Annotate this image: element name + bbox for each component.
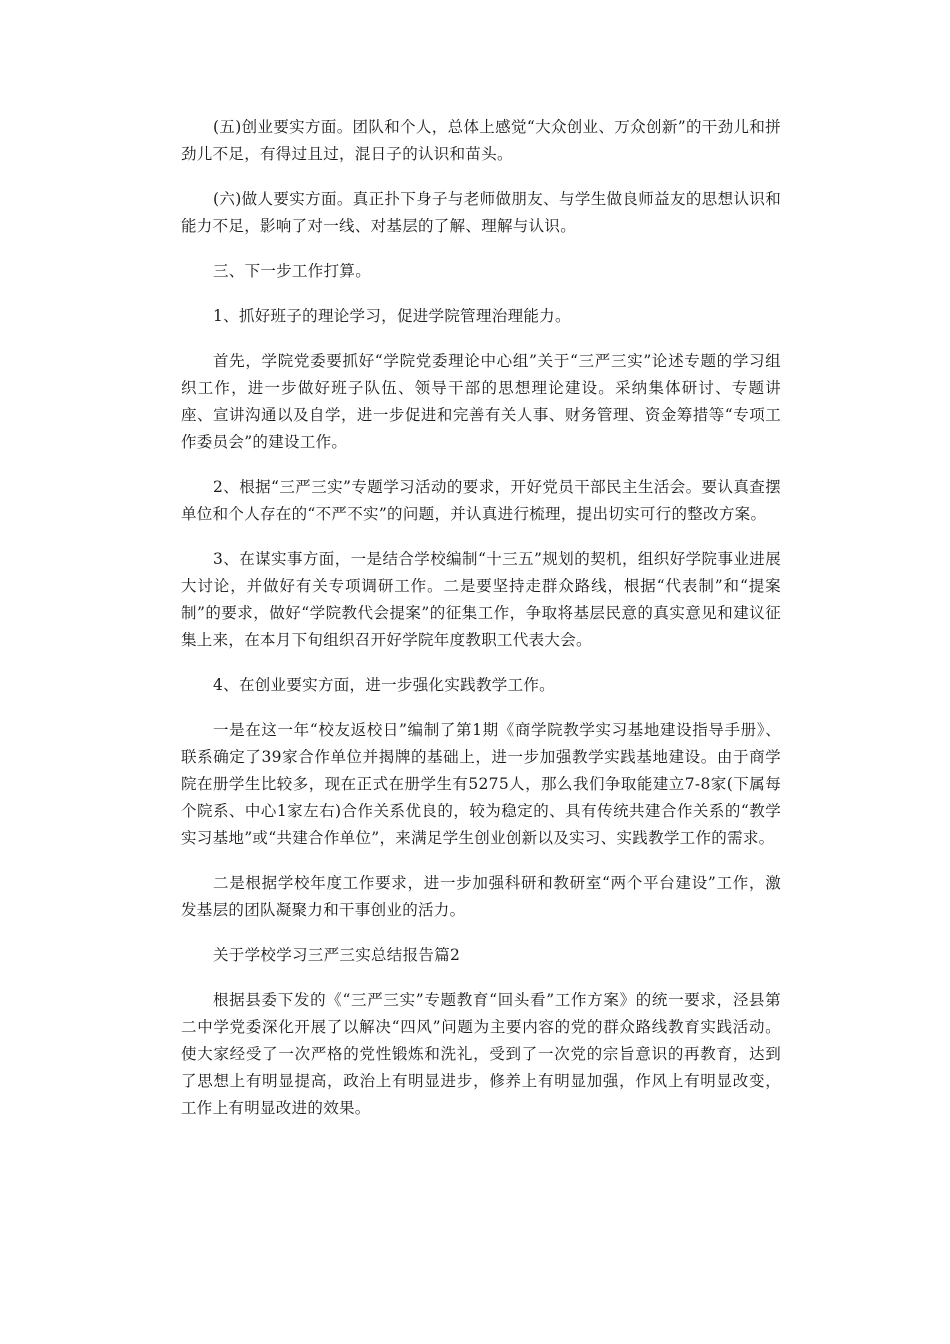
paragraph-item-4: 4、在创业要实方面，进一步强化实践教学工作。	[213, 676, 555, 694]
paragraph-startup-practical: (五)创业要实方面。团队和个人，总体上感觉“大众创业、万众创新”的干劲儿和拼劲儿不足，有得过且过，混日子的认识和苗头。	[181, 118, 781, 163]
paragraph-item-3: 3、在谋实事方面，一是结合学校编制“十三五”规划的契机，组织好学院事业进展大讨论，并做好有关专项调研工作。二是要坚持走群众路线，根据“代表制”和“提案制”的要求，做好“学院教代会提案”的征集工作，争取将基层民意的真实意见和建议征集上来，在本月下旬组织召开好学院年度教职工代表大会。	[181, 550, 781, 649]
section-heading-next-steps: 三、下一步工作打算。	[213, 262, 372, 280]
paragraph-conduct-practical: (六)做人要实方面。真正扑下身子与老师做朋友、与学生做良师益友的思想认识和能力不足，影响了对一线、对基层的了解、理解与认识。	[181, 190, 781, 235]
paragraph-practice-base: 一是在这一年“校友返校日”编制了第1期《商学院教学实习基地建设指导手册》、联系确定了39家合作单位并揭牌的基础上，进一步加强教学实践基地建设。由于商学院在册学生比较多，现在正式在册学生有5275人，那么我们争取能建立7-8家(下属每个院系、中心1家左右)合作关系优良的，较为稳定的、具有传统共建合作关系的“教学实习基地”或“共建合作单位”，来满足学生创业创新以及实习、实践教学工作的需求。	[181, 721, 781, 847]
paragraph-item-2: 2、根据“三严三实”专题学习活动的要求，开好党员干部民主生活会。要认真查摆单位和个人存在的“不严不实”的问题，并认真进行梳理，提出切实可行的整改方案。	[181, 478, 781, 523]
paragraph-county-requirements: 根据县委下发的《“三严三实”专题教育“回头看”工作方案》的统一要求，泾县第二中学党委深化开展了以解决“四风”问题为主要内容的党的群众路线教育实践活动。使大家经受了一次严格的党性锻炼和洗礼，受到了一次党的宗旨意识的再教育，达到了思想上有明显提高，政治上有明显进步，修养上有明显加强，作风上有明显改变，工作上有明显改进的效果。	[181, 991, 781, 1117]
document-body	[181, 114, 781, 1140]
article-title-part-2: 关于学校学习三严三实总结报告篇2	[213, 946, 461, 964]
paragraph-two-platforms: 二是根据学校年度工作要求，进一步加强科研和教研室“两个平台建设”工作，激发基层的团队凝聚力和干事创业的活力。	[181, 874, 781, 919]
paragraph-first-party-committee: 首先，学院党委要抓好“学院党委理论中心组”关于“三严三实”论述专题的学习组织工作，进一步做好班子队伍、领导干部的思想理论建设。采纳集体研讨、专题讲座、宣讲沟通以及自学，进一步促进和完善有关人事、财务管理、资金筹措等“专项工作委员会”的建设工作。	[181, 352, 781, 451]
paragraph-item-1: 1、抓好班子的理论学习，促进学院管理治理能力。	[213, 307, 571, 325]
